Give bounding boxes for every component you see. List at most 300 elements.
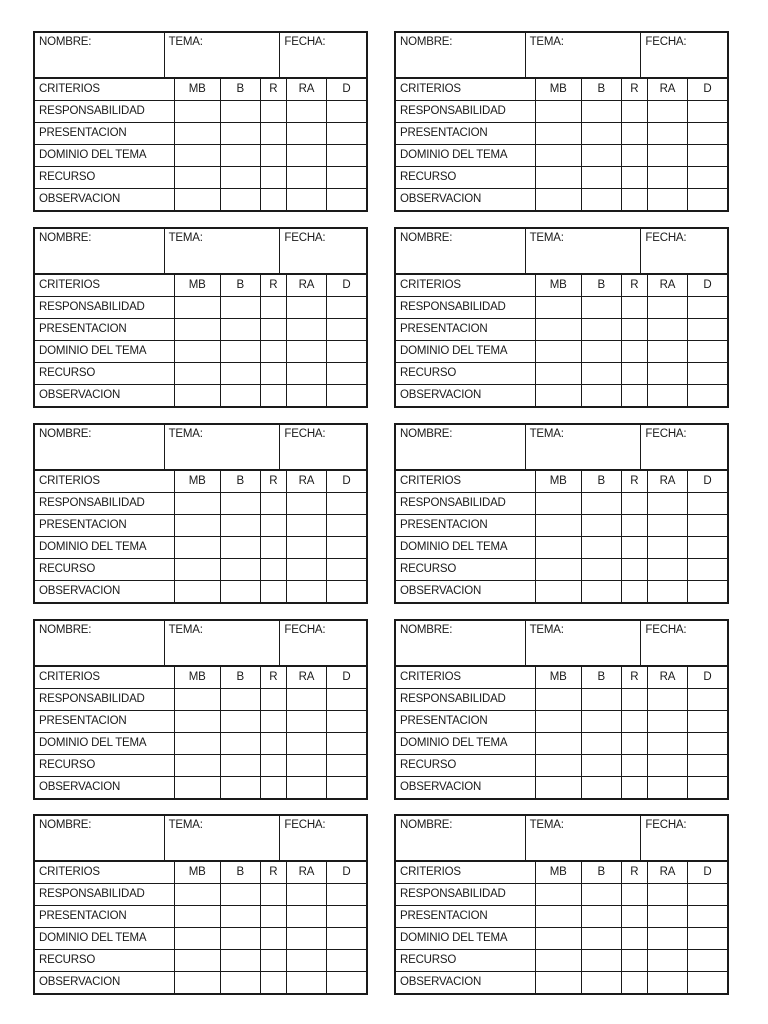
score-cell[interactable] — [581, 733, 621, 755]
score-cell[interactable] — [687, 581, 727, 603]
tema-field[interactable]: TEMA: — [164, 33, 280, 78]
score-cell[interactable] — [326, 319, 366, 341]
score-cell[interactable] — [174, 189, 220, 211]
tema-field[interactable]: TEMA: — [525, 229, 641, 274]
score-cell[interactable] — [174, 884, 220, 906]
score-cell[interactable] — [687, 950, 727, 972]
fecha-field[interactable]: FECHA: — [641, 229, 727, 274]
score-cell[interactable] — [687, 733, 727, 755]
score-cell[interactable] — [648, 559, 688, 581]
score-cell[interactable] — [621, 972, 647, 994]
score-cell[interactable] — [174, 319, 220, 341]
score-cell[interactable] — [621, 950, 647, 972]
score-cell[interactable] — [326, 972, 366, 994]
score-cell[interactable] — [287, 101, 327, 123]
score-cell[interactable] — [174, 755, 220, 777]
score-cell[interactable] — [581, 101, 621, 123]
score-cell[interactable] — [535, 297, 581, 319]
score-cell[interactable] — [287, 515, 327, 537]
score-cell[interactable] — [687, 145, 727, 167]
score-cell[interactable] — [260, 493, 286, 515]
score-cell[interactable] — [621, 906, 647, 928]
tema-field[interactable]: TEMA: — [164, 816, 280, 861]
score-cell[interactable] — [535, 711, 581, 733]
score-cell[interactable] — [621, 777, 647, 799]
criteria-row — [35, 689, 366, 711]
score-cell[interactable] — [260, 884, 286, 906]
fecha-field[interactable]: FECHA: — [280, 425, 366, 470]
score-cell[interactable] — [260, 515, 286, 537]
score-cell[interactable] — [220, 145, 260, 167]
score-cell[interactable] — [220, 733, 260, 755]
score-cell[interactable] — [581, 341, 621, 363]
score-cell[interactable] — [581, 363, 621, 385]
score-cell[interactable] — [326, 385, 366, 407]
score-cell[interactable] — [220, 123, 260, 145]
score-cell[interactable] — [174, 928, 220, 950]
score-cell[interactable] — [220, 777, 260, 799]
score-cell[interactable] — [174, 385, 220, 407]
score-cell[interactable] — [621, 559, 647, 581]
score-cell[interactable] — [220, 363, 260, 385]
score-cell[interactable] — [687, 755, 727, 777]
score-cell[interactable] — [287, 363, 327, 385]
score-cell[interactable] — [260, 101, 286, 123]
score-cell[interactable] — [535, 884, 581, 906]
score-cell[interactable] — [621, 928, 647, 950]
criterion-label: DOMINIO DEL TEMA — [396, 928, 535, 950]
score-cell[interactable] — [621, 581, 647, 603]
score-cell[interactable] — [581, 297, 621, 319]
score-cell[interactable] — [326, 341, 366, 363]
score-cell[interactable] — [581, 711, 621, 733]
score-cell[interactable] — [581, 515, 621, 537]
score-cell[interactable] — [581, 123, 621, 145]
criteria-table — [396, 79, 727, 210]
score-cell[interactable] — [535, 123, 581, 145]
nombre-field[interactable]: NOMBRE: — [396, 816, 525, 861]
fecha-field[interactable]: FECHA: — [641, 425, 727, 470]
score-cell[interactable] — [687, 777, 727, 799]
score-cell[interactable] — [260, 755, 286, 777]
score-cell[interactable] — [581, 319, 621, 341]
score-cell[interactable] — [220, 189, 260, 211]
score-cell[interactable] — [687, 972, 727, 994]
score-cell[interactable] — [687, 559, 727, 581]
score-cell[interactable] — [287, 145, 327, 167]
score-cell[interactable] — [535, 906, 581, 928]
score-cell[interactable] — [174, 493, 220, 515]
score-cell[interactable] — [581, 777, 621, 799]
score-cell[interactable] — [535, 145, 581, 167]
score-cell[interactable] — [287, 537, 327, 559]
score-cell[interactable] — [535, 167, 581, 189]
score-cell[interactable] — [326, 167, 366, 189]
score-cell[interactable] — [174, 341, 220, 363]
tema-field[interactable]: TEMA: — [525, 33, 641, 78]
score-cell[interactable] — [326, 884, 366, 906]
score-cell[interactable] — [648, 493, 688, 515]
tema-field[interactable]: TEMA: — [525, 816, 641, 861]
score-cell[interactable] — [326, 515, 366, 537]
nombre-field[interactable]: NOMBRE: — [35, 816, 164, 861]
tema-field[interactable]: TEMA: — [164, 621, 280, 666]
score-cell[interactable] — [287, 581, 327, 603]
score-cell[interactable] — [220, 689, 260, 711]
score-cell[interactable] — [687, 189, 727, 211]
score-cell[interactable] — [535, 493, 581, 515]
score-cell[interactable] — [535, 777, 581, 799]
criteria-row — [35, 145, 366, 167]
fecha-field[interactable]: FECHA: — [280, 33, 366, 78]
score-cell[interactable] — [621, 515, 647, 537]
score-cell[interactable] — [287, 884, 327, 906]
score-cell[interactable] — [220, 385, 260, 407]
score-cell[interactable] — [648, 385, 688, 407]
score-cell[interactable] — [174, 972, 220, 994]
score-cell[interactable] — [260, 906, 286, 928]
score-cell[interactable] — [535, 101, 581, 123]
score-cell[interactable] — [326, 950, 366, 972]
score-cell[interactable] — [648, 145, 688, 167]
score-cell[interactable] — [174, 777, 220, 799]
tema-field[interactable]: TEMA: — [164, 425, 280, 470]
nombre-field[interactable]: NOMBRE: — [396, 425, 525, 470]
score-cell[interactable] — [287, 972, 327, 994]
score-cell[interactable] — [581, 145, 621, 167]
score-cell[interactable] — [535, 972, 581, 994]
score-cell[interactable] — [687, 123, 727, 145]
score-cell[interactable] — [535, 515, 581, 537]
score-cell[interactable] — [687, 711, 727, 733]
score-cell[interactable] — [260, 537, 286, 559]
score-cell[interactable] — [287, 385, 327, 407]
score-cell[interactable] — [535, 189, 581, 211]
col-mb: MB — [535, 667, 581, 689]
score-cell[interactable] — [287, 950, 327, 972]
fecha-field[interactable]: FECHA: — [280, 621, 366, 666]
score-cell[interactable] — [174, 950, 220, 972]
score-cell[interactable] — [581, 581, 621, 603]
col-d: D — [687, 79, 727, 101]
score-cell[interactable] — [260, 319, 286, 341]
score-cell[interactable] — [174, 515, 220, 537]
fecha-field[interactable]: FECHA: — [641, 33, 727, 78]
score-cell[interactable] — [260, 777, 286, 799]
score-cell[interactable] — [174, 733, 220, 755]
criterion-label: RECURSO — [396, 363, 535, 385]
score-cell[interactable] — [648, 319, 688, 341]
score-cell[interactable] — [260, 711, 286, 733]
score-cell[interactable] — [581, 493, 621, 515]
fecha-field[interactable]: FECHA: — [641, 816, 727, 861]
score-cell[interactable] — [220, 297, 260, 319]
score-cell[interactable] — [220, 972, 260, 994]
score-cell[interactable] — [174, 581, 220, 603]
score-cell[interactable] — [287, 167, 327, 189]
score-cell[interactable] — [581, 689, 621, 711]
score-cell[interactable] — [621, 711, 647, 733]
score-cell[interactable] — [174, 906, 220, 928]
score-cell[interactable] — [621, 493, 647, 515]
score-cell[interactable] — [174, 145, 220, 167]
score-cell[interactable] — [287, 733, 327, 755]
score-cell[interactable] — [260, 950, 286, 972]
criterion-label: OBSERVACION — [35, 777, 174, 799]
score-cell[interactable] — [535, 341, 581, 363]
nombre-field[interactable]: NOMBRE: — [35, 425, 164, 470]
score-cell[interactable] — [687, 906, 727, 928]
score-cell[interactable] — [535, 385, 581, 407]
score-cell[interactable] — [260, 689, 286, 711]
score-cell[interactable] — [535, 581, 581, 603]
score-cell[interactable] — [326, 906, 366, 928]
score-cell[interactable] — [260, 559, 286, 581]
score-cell[interactable] — [220, 755, 260, 777]
score-cell[interactable] — [648, 167, 688, 189]
col-d: D — [687, 471, 727, 493]
score-cell[interactable] — [220, 341, 260, 363]
score-cell[interactable] — [326, 755, 366, 777]
score-cell[interactable] — [260, 928, 286, 950]
score-cell[interactable] — [326, 297, 366, 319]
score-cell[interactable] — [326, 145, 366, 167]
score-cell[interactable] — [621, 101, 647, 123]
criterion-label: OBSERVACION — [35, 581, 174, 603]
score-cell[interactable] — [287, 189, 327, 211]
score-cell[interactable] — [581, 972, 621, 994]
score-cell[interactable] — [621, 385, 647, 407]
nombre-field[interactable]: NOMBRE: — [396, 229, 525, 274]
score-cell[interactable] — [648, 189, 688, 211]
score-cell[interactable] — [326, 689, 366, 711]
score-cell[interactable] — [326, 537, 366, 559]
score-cell[interactable] — [220, 906, 260, 928]
score-cell[interactable] — [287, 297, 327, 319]
col-d: D — [687, 275, 727, 297]
score-cell[interactable] — [687, 167, 727, 189]
score-cell[interactable] — [581, 385, 621, 407]
nombre-field[interactable]: NOMBRE: — [396, 33, 525, 78]
score-cell[interactable] — [220, 711, 260, 733]
score-cell[interactable] — [326, 189, 366, 211]
score-cell[interactable] — [581, 755, 621, 777]
score-cell[interactable] — [287, 341, 327, 363]
score-cell[interactable] — [326, 581, 366, 603]
score-cell[interactable] — [648, 906, 688, 928]
score-cell[interactable] — [621, 884, 647, 906]
fecha-field[interactable]: FECHA: — [280, 229, 366, 274]
score-cell[interactable] — [220, 167, 260, 189]
score-cell[interactable] — [687, 493, 727, 515]
score-cell[interactable] — [648, 537, 688, 559]
score-cell[interactable] — [621, 689, 647, 711]
score-cell[interactable] — [535, 363, 581, 385]
score-cell[interactable] — [220, 537, 260, 559]
score-cell[interactable] — [581, 189, 621, 211]
score-cell[interactable] — [260, 363, 286, 385]
score-cell[interactable] — [621, 167, 647, 189]
score-cell[interactable] — [174, 537, 220, 559]
score-cell[interactable] — [326, 123, 366, 145]
score-cell[interactable] — [260, 341, 286, 363]
score-cell[interactable] — [621, 733, 647, 755]
tema-field[interactable]: TEMA: — [525, 425, 641, 470]
score-cell[interactable] — [220, 559, 260, 581]
score-cell[interactable] — [621, 363, 647, 385]
score-cell[interactable] — [220, 515, 260, 537]
score-cell[interactable] — [581, 559, 621, 581]
col-mb: MB — [174, 667, 220, 689]
score-cell[interactable] — [260, 581, 286, 603]
score-cell[interactable] — [687, 297, 727, 319]
score-cell[interactable] — [326, 928, 366, 950]
score-cell[interactable] — [648, 689, 688, 711]
score-cell[interactable] — [287, 755, 327, 777]
criterion-label: DOMINIO DEL TEMA — [35, 928, 174, 950]
score-cell[interactable] — [174, 363, 220, 385]
score-cell[interactable] — [220, 581, 260, 603]
score-cell[interactable] — [260, 297, 286, 319]
nombre-field[interactable]: NOMBRE: — [35, 229, 164, 274]
score-cell[interactable] — [174, 689, 220, 711]
criterion-label: RESPONSABILIDAD — [35, 689, 174, 711]
score-cell[interactable] — [260, 385, 286, 407]
tema-field[interactable]: TEMA: — [164, 229, 280, 274]
score-cell[interactable] — [535, 319, 581, 341]
score-cell[interactable] — [326, 777, 366, 799]
score-cell[interactable] — [287, 319, 327, 341]
criterion-label: PRESENTACION — [35, 319, 174, 341]
score-cell[interactable] — [535, 689, 581, 711]
score-cell[interactable] — [648, 297, 688, 319]
score-cell[interactable] — [260, 189, 286, 211]
score-cell[interactable] — [687, 884, 727, 906]
criterion-label: PRESENTACION — [396, 319, 535, 341]
score-cell[interactable] — [220, 928, 260, 950]
score-cell[interactable] — [687, 341, 727, 363]
score-cell[interactable] — [648, 777, 688, 799]
score-cell[interactable] — [687, 319, 727, 341]
score-cell[interactable] — [326, 733, 366, 755]
score-cell[interactable] — [535, 559, 581, 581]
score-cell[interactable] — [621, 341, 647, 363]
score-cell[interactable] — [648, 581, 688, 603]
score-cell[interactable] — [287, 928, 327, 950]
score-cell[interactable] — [687, 537, 727, 559]
score-cell[interactable] — [581, 928, 621, 950]
score-cell[interactable] — [621, 189, 647, 211]
nombre-field[interactable]: NOMBRE: — [35, 621, 164, 666]
score-cell[interactable] — [220, 101, 260, 123]
score-cell[interactable] — [648, 363, 688, 385]
score-cell[interactable] — [220, 493, 260, 515]
score-cell[interactable] — [648, 950, 688, 972]
score-cell[interactable] — [621, 145, 647, 167]
score-cell[interactable] — [687, 515, 727, 537]
criteria-table — [35, 275, 366, 406]
score-cell[interactable] — [621, 319, 647, 341]
score-cell[interactable] — [621, 537, 647, 559]
score-cell[interactable] — [287, 493, 327, 515]
score-cell[interactable] — [648, 884, 688, 906]
score-cell[interactable] — [326, 711, 366, 733]
score-cell[interactable] — [687, 363, 727, 385]
fecha-field[interactable]: FECHA: — [641, 621, 727, 666]
score-cell[interactable] — [287, 689, 327, 711]
score-cell[interactable] — [535, 755, 581, 777]
score-cell[interactable] — [581, 906, 621, 928]
score-cell[interactable] — [174, 711, 220, 733]
score-cell[interactable] — [621, 755, 647, 777]
score-cell[interactable] — [220, 884, 260, 906]
score-cell[interactable] — [535, 928, 581, 950]
nombre-field[interactable]: NOMBRE: — [35, 33, 164, 78]
score-cell[interactable] — [220, 950, 260, 972]
fecha-field[interactable]: FECHA: — [280, 816, 366, 861]
score-cell[interactable] — [648, 515, 688, 537]
score-cell[interactable] — [535, 950, 581, 972]
score-cell[interactable] — [260, 167, 286, 189]
score-cell[interactable] — [648, 711, 688, 733]
score-cell[interactable] — [260, 733, 286, 755]
score-cell[interactable] — [535, 537, 581, 559]
score-cell[interactable] — [260, 972, 286, 994]
score-cell[interactable] — [581, 950, 621, 972]
score-cell[interactable] — [581, 884, 621, 906]
score-cell[interactable] — [287, 123, 327, 145]
score-cell[interactable] — [581, 537, 621, 559]
score-cell[interactable] — [326, 493, 366, 515]
score-cell[interactable] — [687, 385, 727, 407]
score-cell[interactable] — [648, 972, 688, 994]
tema-field[interactable]: TEMA: — [525, 621, 641, 666]
score-cell[interactable] — [220, 319, 260, 341]
score-cell[interactable] — [687, 928, 727, 950]
score-cell[interactable] — [174, 559, 220, 581]
score-cell[interactable] — [260, 123, 286, 145]
score-cell[interactable] — [326, 101, 366, 123]
score-cell[interactable] — [581, 167, 621, 189]
col-criterios: CRITERIOS — [35, 862, 174, 884]
score-cell[interactable] — [326, 559, 366, 581]
score-cell[interactable] — [535, 733, 581, 755]
score-cell[interactable] — [648, 101, 688, 123]
score-cell[interactable] — [260, 145, 286, 167]
col-criterios: CRITERIOS — [35, 471, 174, 493]
score-cell[interactable] — [621, 123, 647, 145]
score-cell[interactable] — [174, 167, 220, 189]
score-cell[interactable] — [648, 123, 688, 145]
score-cell[interactable] — [687, 689, 727, 711]
score-cell[interactable] — [648, 733, 688, 755]
score-cell[interactable] — [174, 101, 220, 123]
score-cell[interactable] — [174, 123, 220, 145]
score-cell[interactable] — [648, 755, 688, 777]
score-cell[interactable] — [621, 297, 647, 319]
score-cell[interactable] — [326, 363, 366, 385]
score-cell[interactable] — [174, 297, 220, 319]
score-cell[interactable] — [687, 101, 727, 123]
score-cell[interactable] — [287, 711, 327, 733]
criteria-row — [396, 493, 727, 515]
score-cell[interactable] — [648, 341, 688, 363]
nombre-field[interactable]: NOMBRE: — [396, 621, 525, 666]
score-cell[interactable] — [287, 559, 327, 581]
score-cell[interactable] — [287, 906, 327, 928]
score-cell[interactable] — [648, 928, 688, 950]
score-cell[interactable] — [287, 777, 327, 799]
